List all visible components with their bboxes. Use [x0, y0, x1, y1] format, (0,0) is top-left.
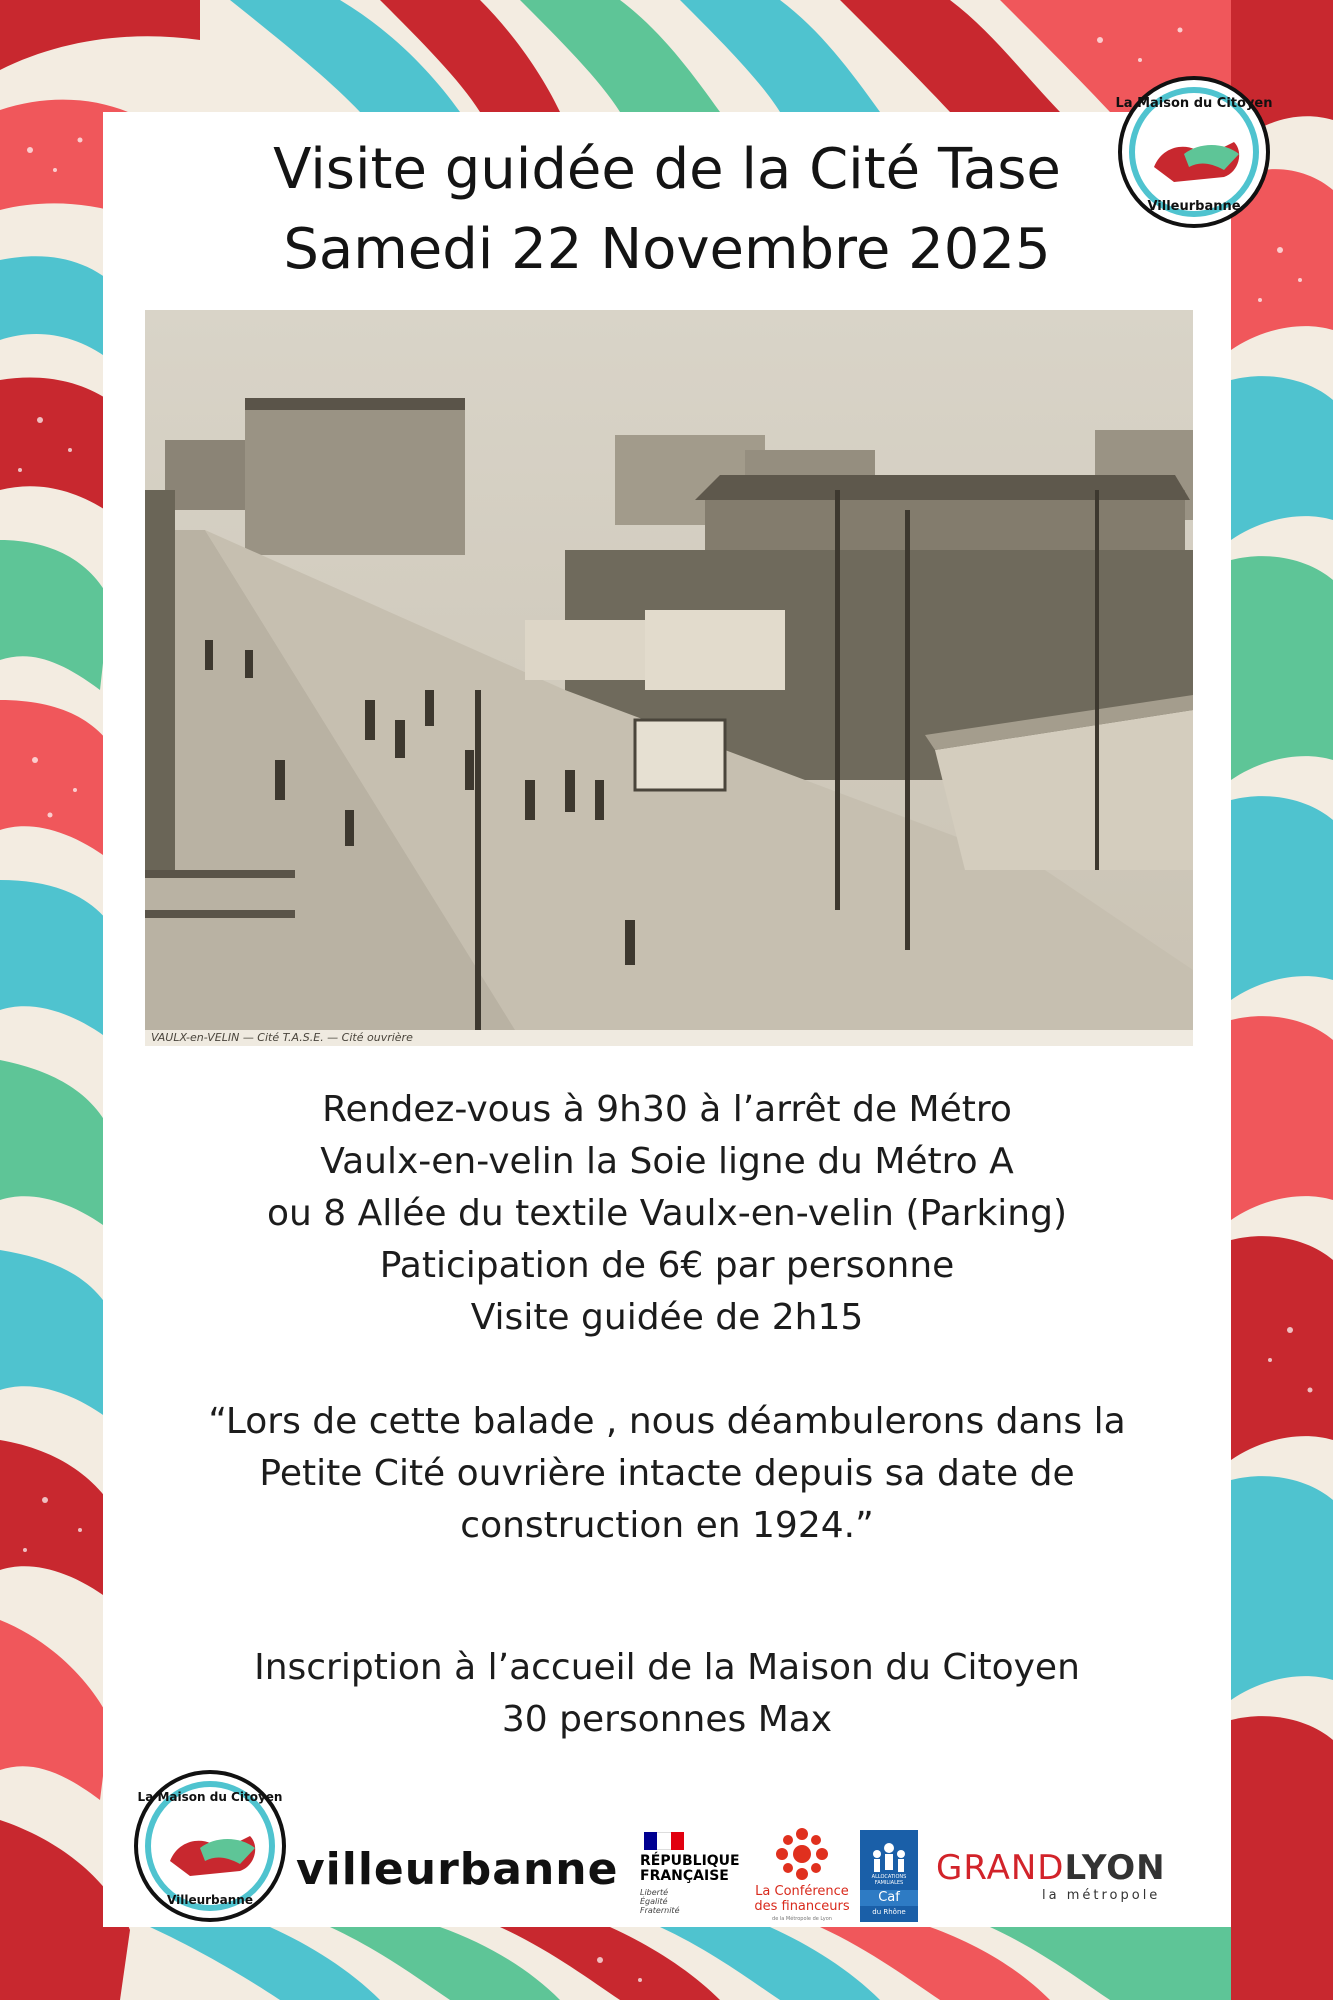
rf-line1: RÉPUBLIQUE [640, 1853, 740, 1869]
gl-grand: GRAND [936, 1848, 1065, 1888]
historic-photo [145, 310, 1193, 1046]
quote-line: “Lors de cette balade , nous déambulerons dans la [208, 1401, 1126, 1442]
rf-line2: FRANÇAISE [640, 1868, 729, 1884]
rf-motto2: Égalité [640, 1897, 668, 1906]
logo-text-top: La Maison du Citoyen [1115, 96, 1273, 111]
french-flag-icon [644, 1832, 684, 1850]
photo-caption: VAULX-en-VELIN — Cité T.A.S.E. — Cité ouvrière [145, 1030, 1193, 1046]
caf-region: du Rhône [872, 1908, 906, 1916]
registration-line: Inscription à l’accueil de la Maison du Citoyen [254, 1647, 1080, 1688]
grandlyon-logo [936, 1848, 1166, 1903]
event-title: Visite guidée de la Cité Tase [273, 137, 1061, 202]
quote-block [103, 1396, 1231, 1552]
registration-block [103, 1642, 1231, 1746]
logo-text-bottom: Villeurbanne [167, 1893, 253, 1907]
detail-line: ou 8 Allée du textile Vaulx-en-velin (Parking) [266, 1193, 1068, 1234]
maison-du-citoyen-logo-footer [130, 1766, 290, 1926]
gl-metro: la métropole [1042, 1888, 1161, 1903]
gl-lyon: LYON [1064, 1848, 1166, 1888]
quote-line: Petite Cité ouvrière intacte depuis sa date de [259, 1453, 1075, 1494]
cf-small: de la Métropole de Lyon [772, 1916, 832, 1922]
rf-motto1: Liberté [640, 1888, 669, 1897]
detail-line: Paticipation de 6€ par personne [379, 1245, 955, 1286]
registration-line: 30 personnes Max [501, 1699, 833, 1740]
poster-card [103, 112, 1231, 1927]
detail-line: Rendez-vous à 9h30 à l’arrêt de Métro [322, 1089, 1012, 1130]
caf-top: ALLOCATIONS FAMILIALES [871, 1874, 907, 1886]
maison-du-citoyen-logo [1104, 72, 1298, 232]
flower-icon [746, 1826, 858, 1882]
cf-line1: La Conférence [755, 1884, 849, 1899]
republique-francaise-logo [640, 1832, 740, 1922]
practical-details [103, 1084, 1231, 1344]
cf-line2: des financeurs [754, 1899, 850, 1914]
caf-logo [860, 1830, 918, 1922]
logo-text-bottom: Villeurbanne [1147, 199, 1241, 214]
rf-motto3: Fraternité [640, 1906, 680, 1915]
event-date: Samedi 22 Novembre 2025 [283, 217, 1051, 282]
logo-text-top: La Maison du Citoyen [137, 1790, 283, 1804]
quote-line: construction en 1924.” [460, 1505, 874, 1546]
villeurbanne-logo: villeurbanne [296, 1844, 619, 1895]
caf-name: Caf [860, 1890, 918, 1906]
conference-des-financeurs-logo [746, 1826, 858, 1926]
detail-line: Visite guidée de 2h15 [470, 1297, 864, 1338]
detail-line: Vaulx-en-velin la Soie ligne du Métro A [320, 1141, 1014, 1182]
